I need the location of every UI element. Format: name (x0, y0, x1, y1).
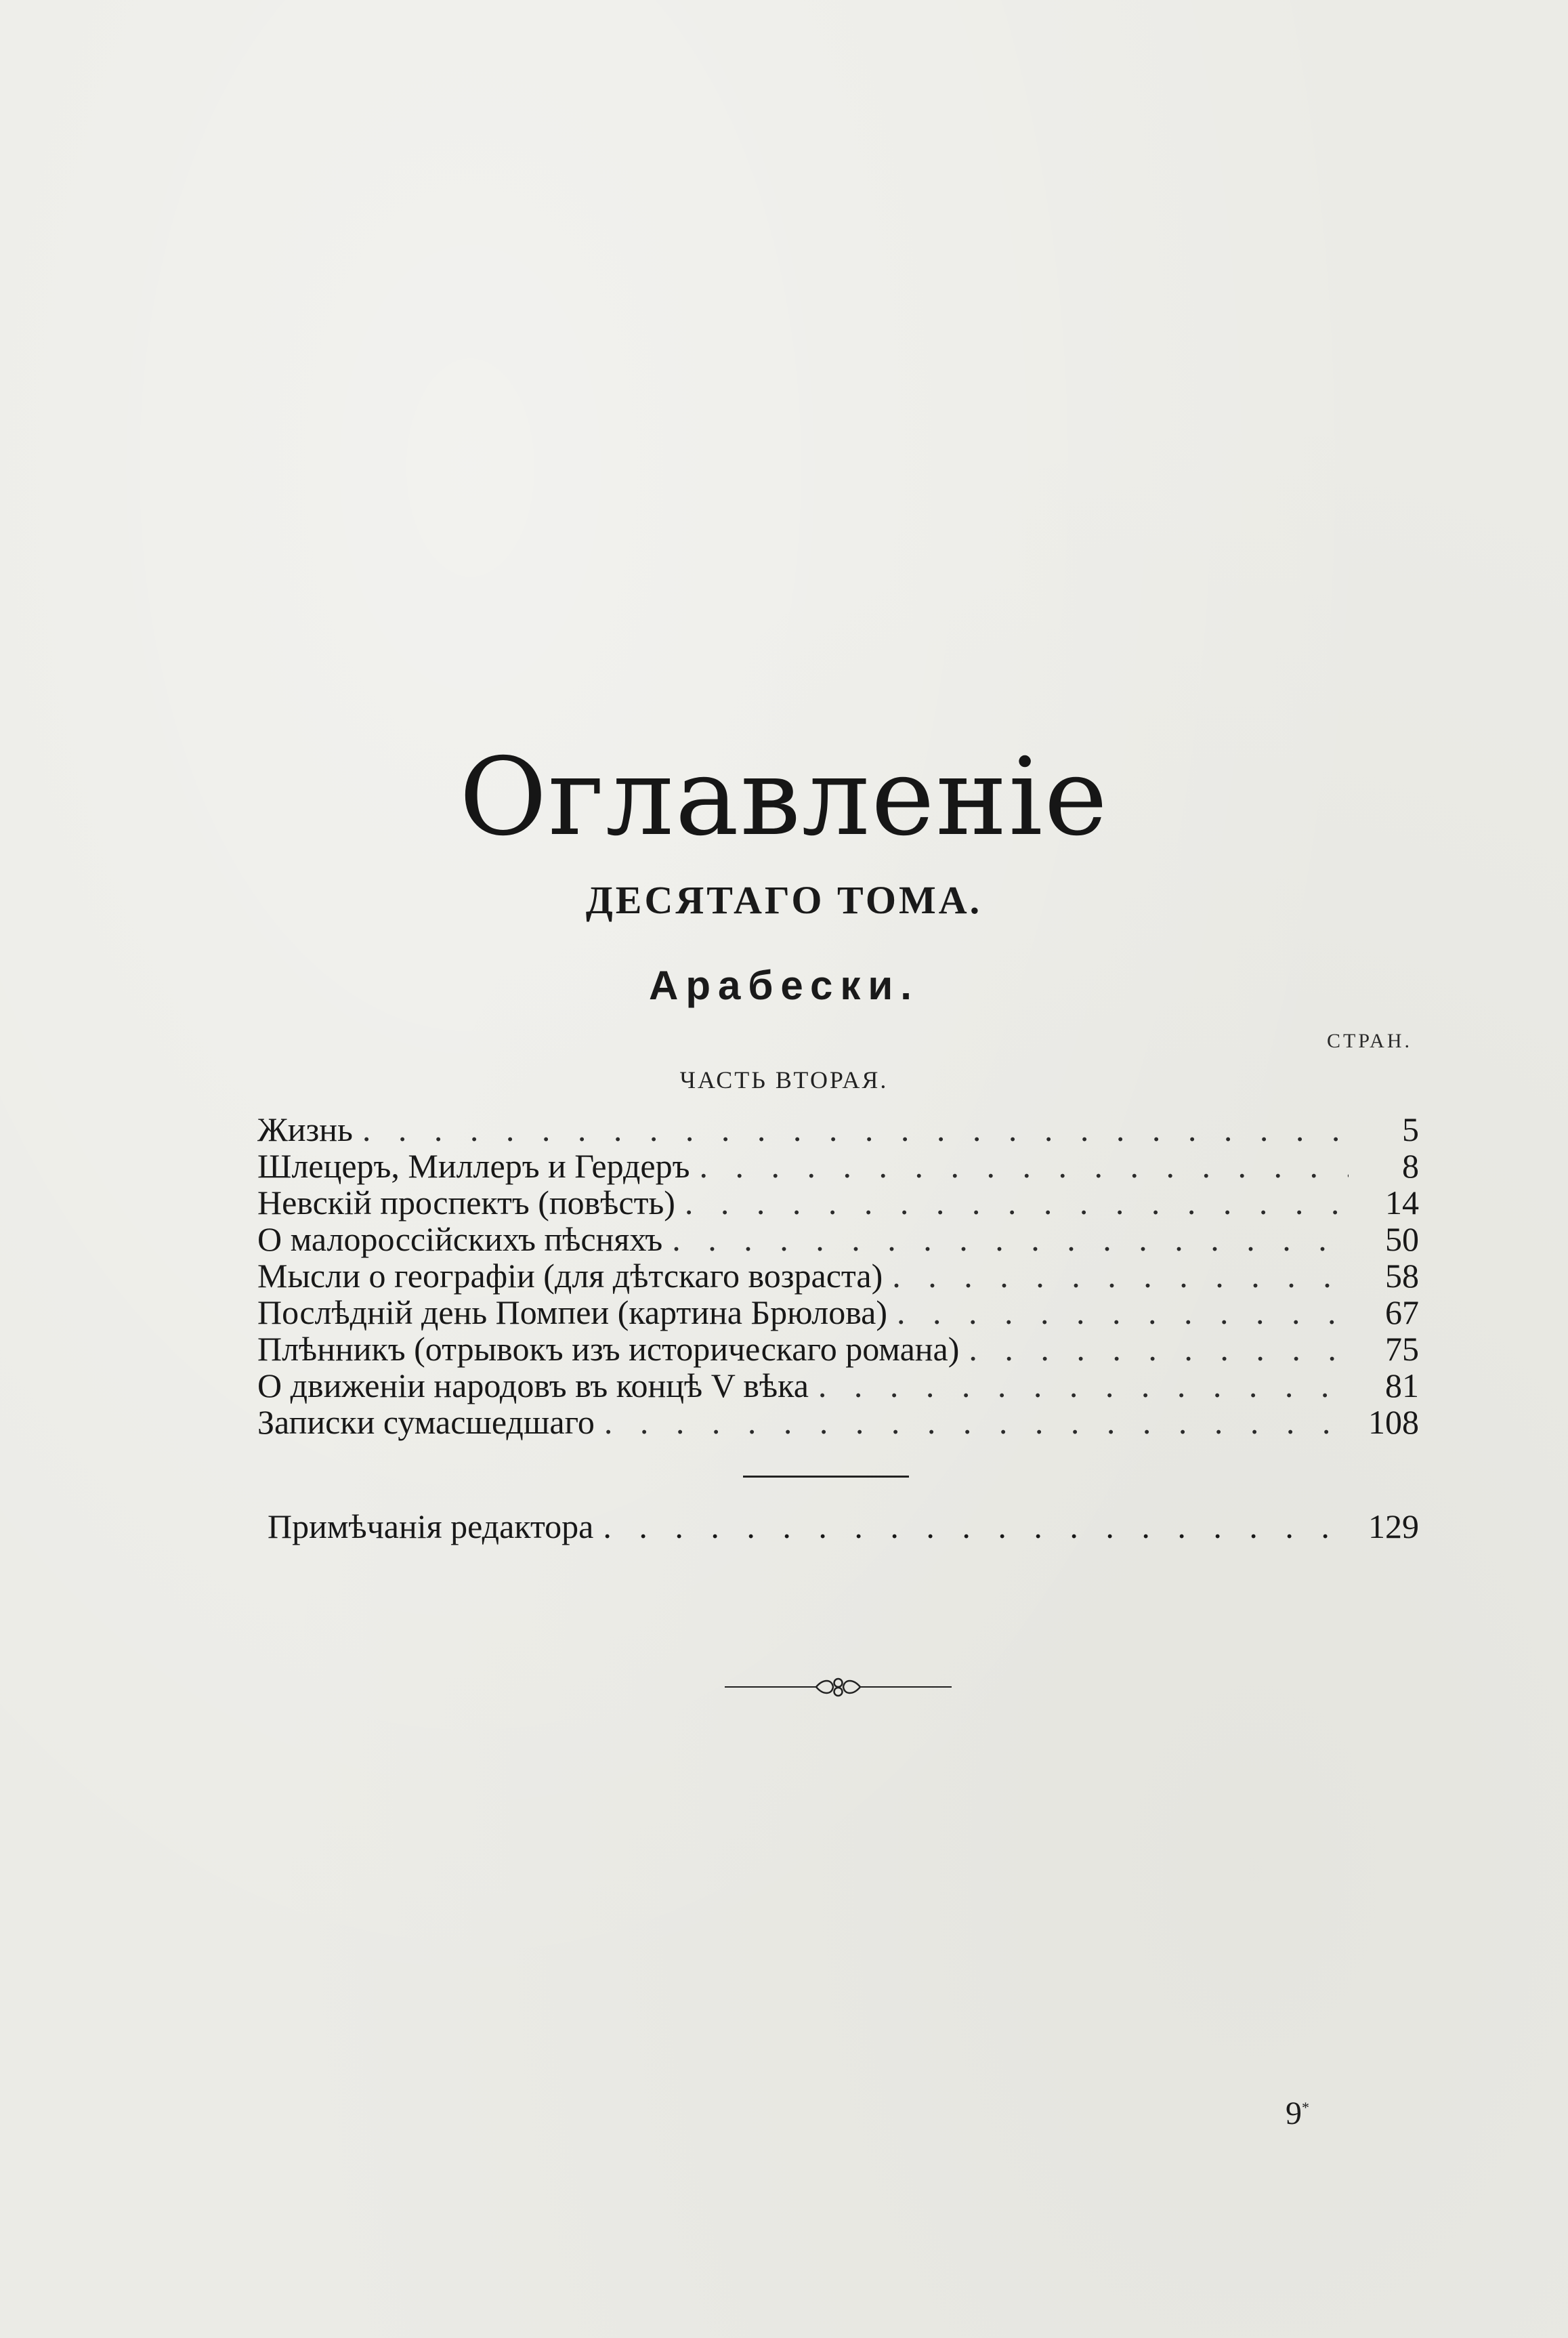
part-heading: ЧАСТЬ ВТОРАЯ. (679, 1066, 889, 1093)
section-divider-rule (743, 1476, 909, 1478)
dot-leader (897, 1294, 1349, 1331)
toc-entry (257, 1367, 1419, 1404)
toc-entry-title: Жизнь (257, 1110, 353, 1148)
toc-entry-page: 14 (1385, 1184, 1419, 1222)
section-title: Арабески. (649, 963, 919, 1008)
toc-entry (257, 1331, 1419, 1367)
toc-entry-page: 5 (1402, 1110, 1419, 1148)
toc-entry (257, 1257, 1419, 1294)
toc-entry (257, 1184, 1419, 1221)
dot-leader (699, 1148, 1349, 1184)
toc-entry-title: Шлецеръ, Миллеръ и Гердеръ (257, 1147, 690, 1185)
dot-leader (892, 1257, 1349, 1294)
dot-leader (969, 1331, 1349, 1367)
dot-leader (604, 1404, 1349, 1440)
dot-leader (603, 1507, 1349, 1545)
toc-entry-page: 67 (1385, 1293, 1419, 1331)
table-of-contents (257, 1111, 1419, 1440)
toc-entry-page: 8 (1402, 1147, 1419, 1185)
dot-leader (685, 1184, 1349, 1221)
toc-entry (257, 1221, 1419, 1257)
table-of-contents-extra (268, 1507, 1419, 1545)
dot-leader (818, 1367, 1349, 1404)
toc-entry (257, 1294, 1419, 1331)
toc-entry-title: Плѣнникъ (отрывокъ изъ историческаго романа) (257, 1330, 960, 1368)
toc-entry-title: Записки сумасшедшаго (257, 1403, 595, 1441)
toc-entry-title: О малороссійскихъ пѣсняхъ (257, 1220, 663, 1258)
dot-leader (672, 1221, 1349, 1257)
toc-entry (257, 1111, 1419, 1148)
toc-entry-page: 108 (1368, 1403, 1419, 1441)
toc-entry-page: 129 (1368, 1507, 1419, 1545)
toc-entry-page: 75 (1385, 1330, 1419, 1368)
signature-asterisk: * (1302, 2099, 1309, 2116)
printer-signature-mark (1286, 2095, 1309, 2132)
toc-entry-title: Примѣчанія редактора (268, 1507, 594, 1545)
page-title: Оглавленіе (459, 735, 1109, 860)
toc-entry-page: 81 (1385, 1366, 1419, 1404)
signature-number: 9 (1286, 2095, 1302, 2131)
toc-entry-title: Невскій проспектъ (повѣсть) (257, 1184, 675, 1222)
toc-entry-page: 50 (1385, 1220, 1419, 1258)
page-column-label: СТРАН. (1326, 1030, 1412, 1052)
ornament-divider-icon (725, 1673, 952, 1700)
toc-entry-title: Послѣдній день Помпеи (картина Брюлова) (257, 1293, 888, 1331)
toc-entry (257, 1148, 1419, 1184)
toc-entry-title: О движеніи народовъ въ концѣ V вѣка (257, 1366, 809, 1404)
toc-entry (257, 1404, 1419, 1440)
toc-entry-title: Мысли о географіи (для дѣтскаго возраста) (257, 1257, 883, 1295)
volume-subtitle: ДЕСЯТАГО ТОМА. (585, 878, 983, 922)
dot-leader (362, 1111, 1349, 1148)
toc-entry (268, 1507, 1419, 1545)
toc-entry-page: 58 (1385, 1257, 1419, 1295)
